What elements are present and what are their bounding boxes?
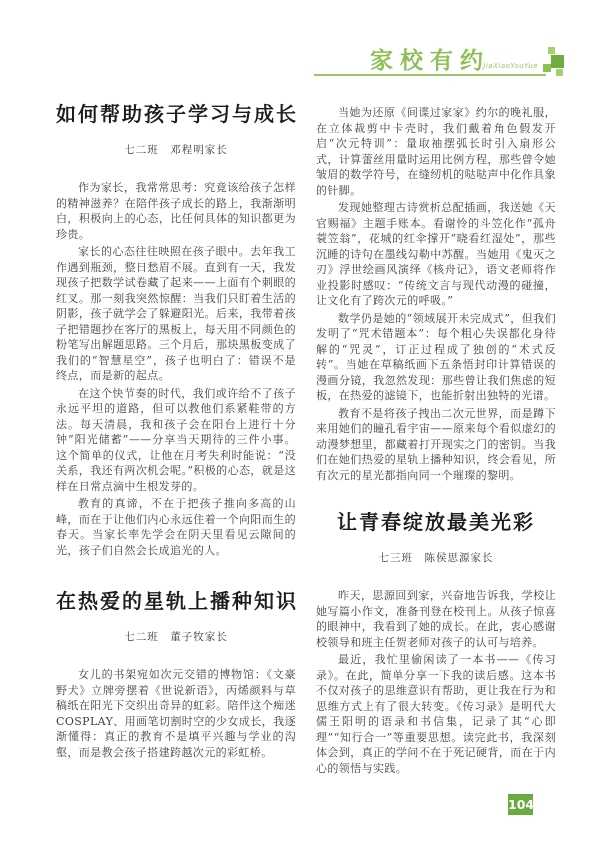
article-1 xyxy=(56,101,296,558)
header-rule xyxy=(314,74,546,76)
paragraph: 发现她整理古诗赏析总配插画，我送她《天官赐福》主题手账本。看谢怜的斗笠化作“孤舟蓑笠翁”，花城的红伞撑开“晓看红湿处”，那些沉睡的诗句在墨线勾勒中苏醒。当她用《鬼灭之刃》浮世绘画风演绎《核舟记》，语文老师将作业投影时感叹：“传统文言与现代动漫的碰撞，让文化有了跨次元的呼吸。” xyxy=(316,201,556,307)
paragraph: 作为家长，我常常思考：究竟该给孩子怎样的精神滋养？在陪伴孩子成长的路上，我渐渐明白，积极向上的心态，比任何具体的知识都更为珍贵。 xyxy=(56,181,296,241)
article-2-body-start xyxy=(56,667,296,760)
article-2-body-continued xyxy=(316,105,556,483)
article-1-title: 如何帮助孩子学习与成长 xyxy=(56,102,298,126)
paragraph: 家长的心态往往映照在孩子眼中。去年我工作遇到瓶颈，整日愁眉不展。直到有一天，我发现孩子把数学试卷藏了起来——上面有个刺眼的红叉。那一刻我突然惊醒：当我们只盯着生活的阴影，孩子就学会了躲避阳光。后来，我带着孩子把错题抄在客厅的黑板上，每天用不同颜色的粉笔写出解题思路。三个月后，那块黑板变成了我们的“智慧星空”，孩子也明白了：错误不是终点，而是新的起点。 xyxy=(56,245,296,382)
section-title-pinyin: JiaXiaoYouYue xyxy=(483,62,538,70)
pixel-squares-icon xyxy=(543,45,571,77)
article-3-body xyxy=(316,588,556,776)
article-2-byline: 七二班 董子牧家长 xyxy=(124,631,228,643)
paragraph: 教育不是将孩子拽出二次元世界，而是蹲下来用她们的瞳孔看宇宙——原来每个看似虚幻的动漫梦想里，都藏着打开现实之门的密钥。当我们在她们热爱的星轨上播种知识，终会看见，所有次元的星光都指向同一个璀璨的黎明。 xyxy=(316,406,556,482)
paragraph: 女儿的书架宛如次元交错的博物馆：《文豪野犬》立牌旁摆着《世说新语》，丙烯颜料与草稿纸在阳光下交织出奇异的虹彩。陪伴这个痴迷COSPLAY、用画笔切割时空的少女成长，我逐渐懂得：真正的教育不是填平兴趣与学业的沟壑，而是教会孩子搭建跨越次元的彩虹桥。 xyxy=(56,668,296,759)
paragraph: 当她为还原《间谍过家家》约尔的晚礼服，在立体裁剪中卡壳时，我们戴着角色假发开启“次元特训”：量取袖摆弧长时引入扇形公式，计算蕾丝用量时运用比例方程，那些曾令她皱眉的数学符号，在缝纫机的哒哒声中化作具象的针脚。 xyxy=(316,106,556,197)
right-column xyxy=(316,95,556,778)
paragraph: 数学仍是她的“领域展开未完成式”，但我们发明了“咒术错题本”：每个粗心失误都化身待解的“咒灵”，订正过程成了独创的“术式反转”。当她在草稿纸画下五条悟封印计算错误的漫画分镜，我忽然发现：那些曾让我们焦虑的短板，在热爱的滤镜下，也能折射出独特的光谱。 xyxy=(316,311,556,402)
article-1-byline: 七二班 邓程明家长 xyxy=(124,144,228,156)
article-1-body xyxy=(56,180,296,558)
paragraph: 教育的真谛，不在于把孩子推向多高的山峰，而在于让他们内心永远住着一个向阳而生的春天。当家长率先学会在阴天里看见云隙间的光，孩子们自然会长成追光的人。 xyxy=(56,497,296,557)
article-3-title: 让青春绽放最美光彩 xyxy=(337,510,535,534)
page-number-badge: 104 xyxy=(508,794,533,815)
paragraph: 在这个快节奏的时代，我们或许给不了孩子永远平坦的道路，但可以教他们系紧鞋带的方法。每天清晨，我和孩子会在阳台上进行十分钟“阳光储蓄”——分享当天期待的三件小事。这个简单的仪式，让他在月考失利时能说：“没关系，我还有两次机会呢。”积极的心态，就是这样在日常点滴中生根发芽的。 xyxy=(56,386,296,493)
section-title: 家校有约 xyxy=(370,48,490,74)
article-2-title: 在热爱的星轨上播种知识 xyxy=(56,589,298,613)
left-column xyxy=(56,95,296,762)
article-2 xyxy=(56,588,296,760)
paragraph: 昨天，思源回到家，兴奋地告诉我，学校让她写篇小作文，准备刊登在校刊上。从孩子惊喜的眼神中，我看到了她的成长。在此，衷心感谢校领导和班主任贺老师对孩子的认可与培养。 xyxy=(316,589,556,649)
paragraph: 最近，我忙里偷闲读了一本书——《传习录》。在此，简单分享一下我的读后感。这本书不仅对孩子的思维意识有帮助，更让我在行为和思维方式上有了很大转变。《传习录》是明代大儒王阳明的语录和书信集，记录了其“心即理”“知行合一”等重要思想。读完此书，我深刻体会到，真正的学问不在于死记硬背，而在于内心的领悟与实践。 xyxy=(316,653,556,775)
article-3 xyxy=(316,509,556,776)
article-3-byline: 七三班 陈侯思源家长 xyxy=(378,552,494,564)
